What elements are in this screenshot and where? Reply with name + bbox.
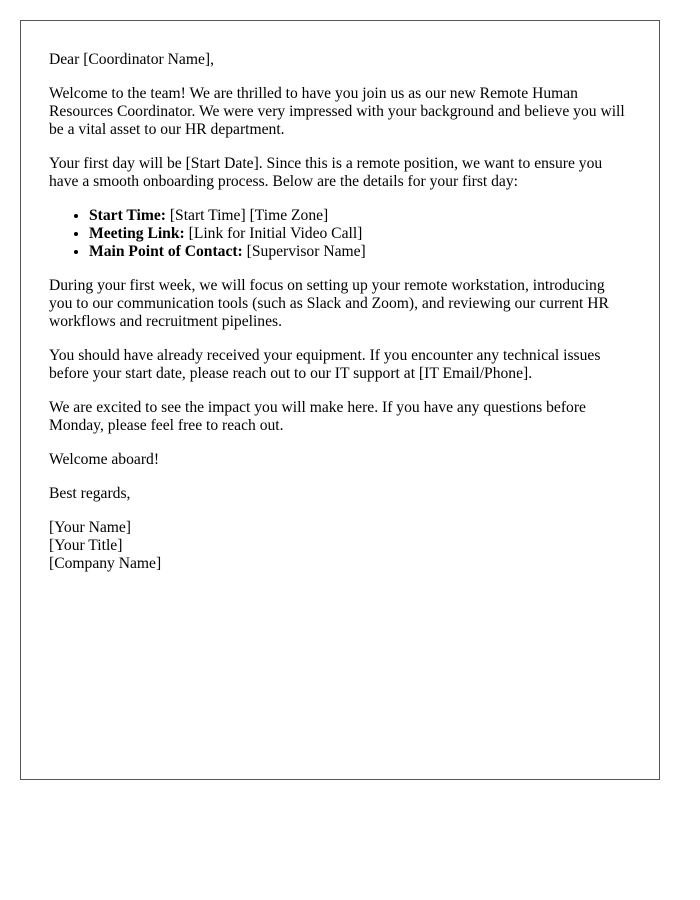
detail-value: [Supervisor Name] bbox=[242, 243, 366, 260]
detail-label: Main Point of Contact: bbox=[89, 243, 243, 260]
paragraph-first-day: Your first day will be [Start Date]. Since this is a remote position, we want to ensure you have a smooth onboarding process. Below are the details for your first day: bbox=[49, 155, 603, 190]
signature-company: [Company Name] bbox=[49, 555, 162, 572]
welcome-aboard: Welcome aboard! bbox=[49, 451, 160, 468]
signature-name: [Your Name] bbox=[49, 519, 132, 536]
detail-value: [Link for Initial Video Call] bbox=[184, 225, 363, 242]
detail-label: Start Time: bbox=[89, 207, 166, 224]
closing: Best regards, bbox=[49, 485, 131, 502]
paragraph-welcome: Welcome to the team! We are thrilled to have you join us as our new Remote Human Resources Coordinator. We were very impressed with your background and believe you will be a vital asset to our HR department. bbox=[49, 85, 625, 138]
paragraph-questions: We are excited to see the impact you will make here. If you have any questions before Monday, please feel free to reach out. bbox=[49, 399, 586, 434]
signature-title: [Your Title] bbox=[49, 537, 123, 554]
letter-page bbox=[20, 20, 660, 780]
salutation: Dear [Coordinator Name], bbox=[49, 51, 214, 68]
detail-value: [Start Time] [Time Zone] bbox=[165, 207, 329, 224]
list-item bbox=[89, 207, 631, 225]
list-item bbox=[89, 243, 631, 261]
signature-block bbox=[49, 519, 631, 573]
detail-label: Meeting Link: bbox=[89, 225, 185, 242]
list-item bbox=[89, 225, 631, 243]
paragraph-first-week: During your first week, we will focus on setting up your remote workstation, introducing you to our communication tools (such as Slack and Zoom), and reviewing our current HR workflows and recruitment pipelines. bbox=[49, 277, 609, 330]
first-day-details-list bbox=[49, 207, 631, 261]
paragraph-equipment: You should have already received your equipment. If you encounter any technical issues before your start date, please reach out to our IT support at [IT Email/Phone]. bbox=[49, 347, 601, 382]
